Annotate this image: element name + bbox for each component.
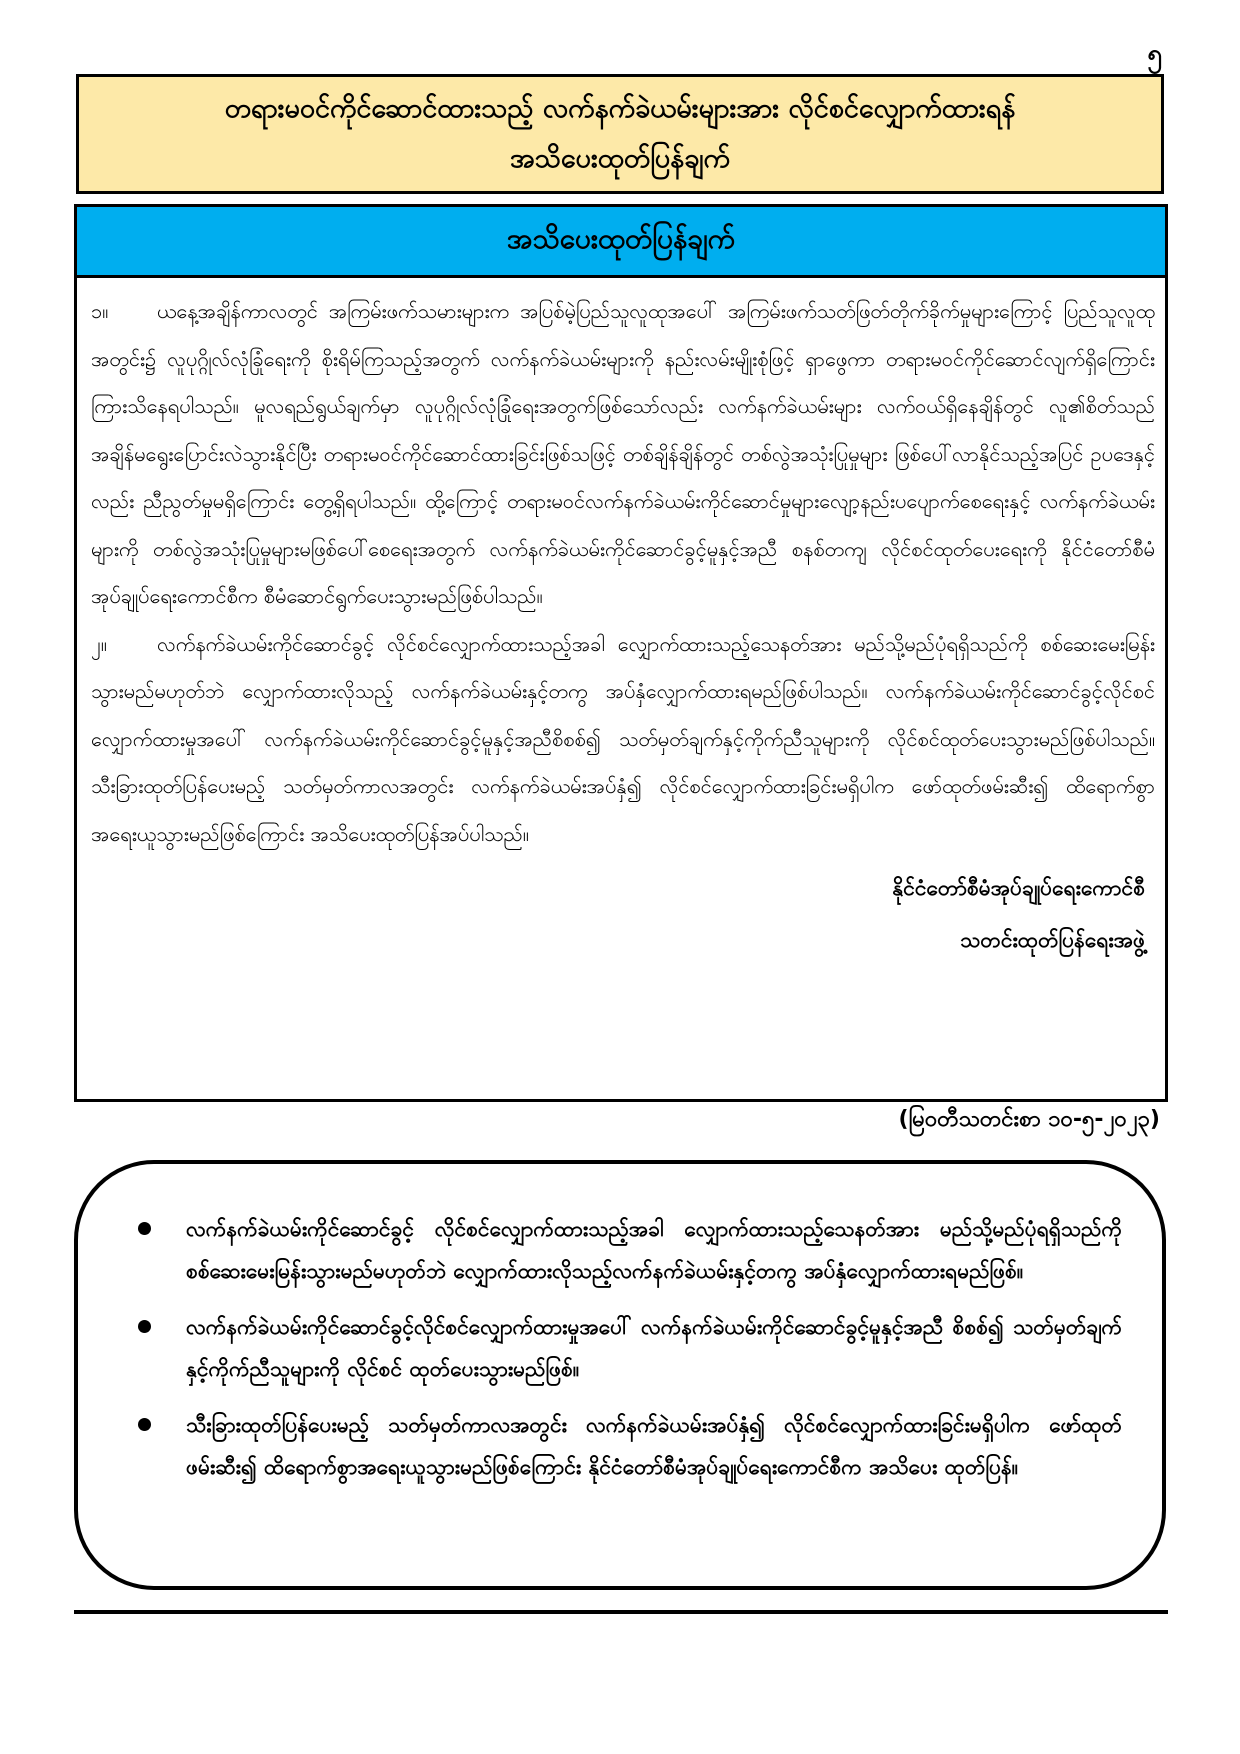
notice-paragraph (91, 288, 1155, 621)
summary-item (138, 1404, 1122, 1488)
document-title-line-2: အသိပေးထုတ်ပြန်ချက် (510, 143, 730, 174)
bullet-icon (138, 1320, 151, 1333)
summary-item (138, 1208, 1122, 1292)
paragraph-text: လက်နက်ခဲယမ်းကိုင်ဆောင်ခွင့် လိုင်စင်လျှောက်ထားသည့်အခါ လျှောက်ထားသည့်သေနတ်အား မည်သို့မည်ပုံရရှိသည်ကို စစ်ဆေးမေးမြန်းသွားမည်မဟုတ်ဘဲ လျှောက်ထားလိုသည့် လက်နက်ခဲယမ်းနှင့်တကွ အပ်နှံလျှောက်ထားရမည်ဖြစ်ပါသည်။ လက်နက်ခဲယမ်းကိုင်ဆောင်ခွင့်လိုင်စင်လျှောက်ထားမှုအပေါ် လက်နက်ခဲယမ်းကိုင်ဆောင်ခွင့်မူနှင့်အညီစိစစ်၍ သတ်မှတ်ချက်နှင့်ကိုက်ညီသူများကို လိုင်စင်ထုတ်ပေးသွားမည်ဖြစ်ပါသည်။ သီးခြားထုတ်ပြန်ပေးမည့် သတ်မှတ်ကာလအတွင်း လက်နက်ခဲယမ်းအပ်နှံ၍ လိုင်စင်လျှောက်ထားခြင်းမရှိပါက ဖော်ထုတ်ဖမ်းဆီး၍ ထိရောက်စွာအရေးယူသွားမည်ဖြစ်ကြောင်း အသိပေးထုတ်ပြန်အပ်ပါသည်။ (91, 631, 1155, 846)
source-note: (မြဝတီသတင်းစာ ၁၀-၅-၂၀၂၃) (898, 1107, 1160, 1132)
notice-paragraph (91, 621, 1155, 859)
summary-box (74, 1160, 1166, 1590)
paragraph-text: ယနေ့အချိန်ကာလတွင် အကြမ်းဖက်သမားများက အပြစ်မဲ့ပြည်သူလူထုအပေါ် အကြမ်းဖက်သတ်ဖြတ်တိုက်ခိုက်မှုများကြောင့် ပြည်သူလူထုအတွင်း၌ လူပုဂ္ဂိုလ်လုံခြုံရေးကို စိုးရိမ်ကြသည့်အတွက် လက်နက်ခဲယမ်းများကို နည်းလမ်းမျိုးစုံဖြင့် ရှာဖွေကာ တရားမဝင်ကိုင်ဆောင်လျက်ရှိကြောင်း ကြားသိနေရပါသည်။ မူလရည်ရွယ်ချက်မှာ လူပုဂ္ဂိုလ်လုံခြုံရေးအတွက်ဖြစ်သော်လည်း လက်နက်ခဲယမ်းများ လက်ဝယ်ရှိနေချိန်တွင် လူ၏စိတ်သည် အချိန်မရွေးပြောင်းလဲသွားနိုင်ပြီး တရားမဝင်ကိုင်ဆောင်ထားခြင်းဖြစ်သဖြင့် တစ်ချိန်ချိန်တွင် တစ်လွဲအသုံးပြုမှုများ ဖြစ်ပေါ်လာနိုင်သည့်အပြင် ဥပဒေနှင့်လည်း ညီညွတ်မှုမရှိကြောင်း တွေ့ရှိရပါသည်။ ထို့ကြောင့် တရားမဝင်လက်နက်ခဲယမ်းကိုင်ဆောင်မှုများလျော့နည်းပပျောက်စေရေးနှင့် လက်နက်ခဲယမ်းများကို တစ်လွဲအသုံးပြုမှုများမဖြစ်ပေါ်စေရေးအတွက် လက်နက်ခဲယမ်းကိုင်ဆောင်ခွင့်မူနှင့်အညီ စနစ်တကျ လိုင်စင်ထုတ်ပေးရေးကို နိုင်ငံတော်စီမံအုပ်ချုပ်ရေးကောင်စီက စီမံဆောင်ရွက်ပေးသွားမည်ဖြစ်ပါသည်။ (91, 299, 1155, 608)
paragraph-number: ၂။ (91, 631, 107, 656)
notice-header: အသိပေးထုတ်ပြန်ချက် (77, 207, 1165, 278)
summary-item (138, 1306, 1122, 1390)
summary-item-text: လက်နက်ခဲယမ်းကိုင်ဆောင်ခွင့် လိုင်စင်လျှောက်ထားသည့်အခါ လျှောက်ထားသည့်သေနတ်အား မည်သို့မည်ပုံရရှိသည်ကို စစ်ဆေးမေးမြန်းသွားမည်မဟုတ်ဘဲ လျှောက်ထားလိုသည့်လက်နက်ခဲယမ်းနှင့်တကွ အပ်နှံလျှောက်ထားရမည်ဖြစ်။ (186, 1217, 1122, 1283)
signature-block (91, 862, 1155, 966)
summary-list (138, 1208, 1122, 1488)
bullet-icon (138, 1418, 151, 1431)
paragraph-number: ၁။ (91, 299, 109, 323)
bullet-icon (138, 1222, 151, 1235)
summary-item-text: လက်နက်ခဲယမ်းကိုင်ဆောင်ခွင့်လိုင်စင်လျှောက်ထားမှုအပေါ် လက်နက်ခဲယမ်းကိုင်ဆောင်ခွင့်မူနှင့်အညီ စိစစ်၍ သတ်မှတ်ချက်နှင့်ကိုက်ညီသူများကို လိုင်စင် ထုတ်ပေးသွားမည်ဖြစ်။ (186, 1315, 1122, 1381)
signature-line-2: သတင်းထုတ်ပြန်ရေးအဖွဲ့ (960, 928, 1145, 952)
document-title-line-1: တရားမဝင်ကိုင်ဆောင်ထားသည့် လက်နက်ခဲယမ်းများအား လိုင်စင်လျှောက်ထားရန် (224, 93, 1016, 124)
bottom-divider (74, 1610, 1168, 1614)
notice-body (77, 278, 1165, 966)
signature-line-1: နိုင်ငံတော်စီမံအုပ်ချုပ်ရေးကောင်စီ (892, 876, 1145, 900)
summary-item-text: သီးခြားထုတ်ပြန်ပေးမည့် သတ်မှတ်ကာလအတွင်း လက်နက်ခဲယမ်းအပ်နှံ၍ လိုင်စင်လျှောက်ထားခြင်းမရှိပါက ဖော်ထုတ်ဖမ်းဆီး၍ ထိရောက်စွာအရေးယူသွားမည်ဖြစ်ကြောင်း နိုင်ငံတော်စီမံအုပ်ချုပ်ရေးကောင်စီက အသိပေး ထုတ်ပြန်။ (186, 1413, 1122, 1479)
page-number: ၅ (1147, 39, 1162, 69)
document-title-box (76, 74, 1164, 194)
notice-box (74, 204, 1168, 1102)
